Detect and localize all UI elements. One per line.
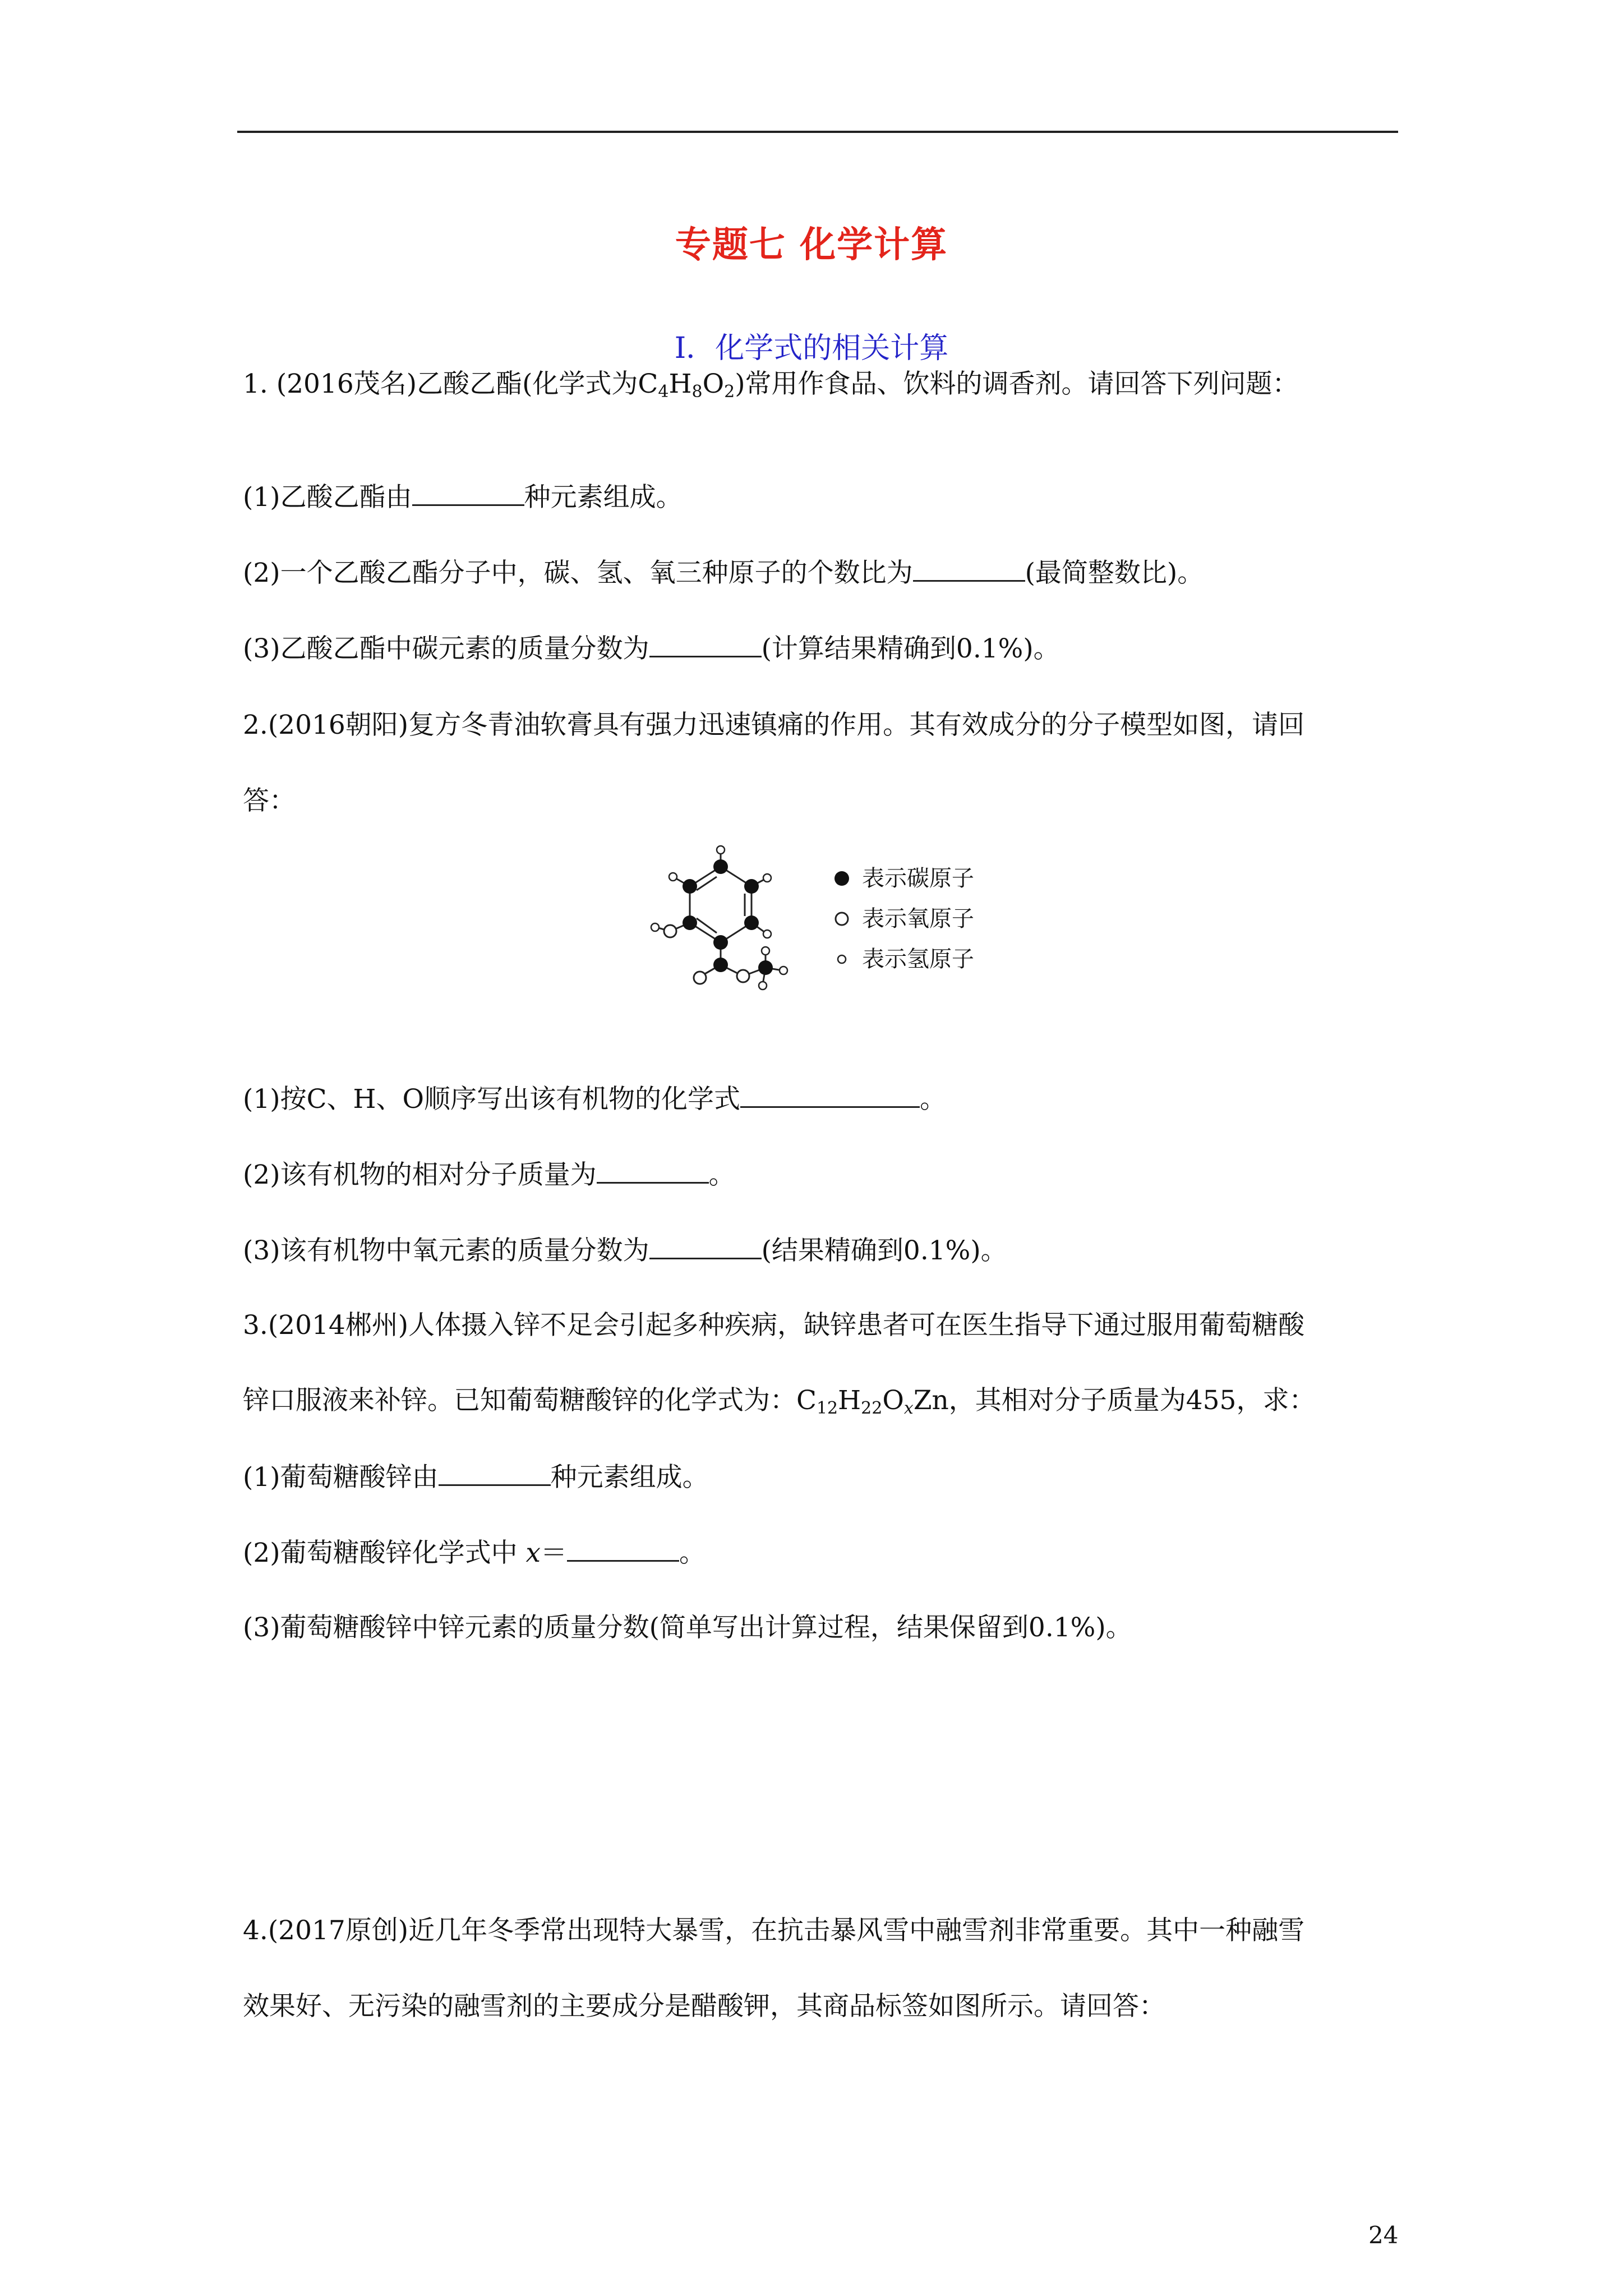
molecule-legend: [833, 858, 974, 979]
q4-stem-line1: 4.(2017原创)近几年冬季常出现特大暴雪，在抗击暴风雪中融雪剂非常重要。其中一种融雪: [243, 1915, 1305, 1946]
q3-part1: (1)葡萄糖酸锌由 种元素组成。: [243, 1460, 709, 1494]
q4-stem-line2: 效果好、无污染的融雪剂的主要成分是醋酸钾，其商品标签如图所示。请回答：: [243, 1991, 1165, 2022]
answer-blank[interactable]: [740, 1082, 920, 1108]
oxygen-atom-icon: [833, 910, 851, 928]
legend-item-oxygen: 表示氧原子: [833, 899, 974, 939]
carbon-atom-icon: [833, 869, 851, 887]
q1-stem: 1. (2016茂名)乙酸乙酯(化学式为$C_4H_8O_2$)常用作食品、饮料的调香剂。请回答下列问题：: [243, 369, 1299, 402]
q1-part2: (2)一个乙酸乙酯分子中，碳、氢、氧三种原子的个数比为 (最简整数比)。: [243, 555, 1204, 590]
answer-blank[interactable]: [649, 631, 762, 657]
header-rule: [237, 131, 1398, 133]
q2-part2: (2)该有机物的相对分子质量为 。: [243, 1157, 735, 1192]
legend-item-hydrogen: 表示氢原子: [833, 939, 974, 979]
q2-part1: (1)按C、H、O顺序写出该有机物的化学式 。: [243, 1082, 946, 1116]
q2-stem-line2: 答：: [243, 785, 296, 816]
page-title: 专题七 化学计算: [675, 224, 948, 266]
molecule-model-figure: [617, 844, 808, 1004]
answer-blank[interactable]: [439, 1460, 551, 1486]
q3-part3: (3)葡萄糖酸锌中锌元素的质量分数(简单写出计算过程，结果保留到0.1%)。: [243, 1612, 1132, 1643]
page-number: 24: [1368, 2221, 1399, 2249]
hydrogen-atom-icon: [833, 950, 851, 968]
answer-blank[interactable]: [597, 1157, 709, 1184]
q1-part3: (3)乙酸乙酯中碳元素的质量分数为 (计算结果精确到0.1%)。: [243, 631, 1060, 666]
q2-stem-line1: 2.(2016朝阳)复方冬青油软膏具有强力迅速镇痛的作用。其有效成分的分子模型如图，请回: [243, 710, 1305, 740]
q3-stem-line1: 3.(2014郴州)人体摄入锌不足会引起多种疾病，缺锌患者可在医生指导下通过服用葡萄糖酸: [243, 1310, 1305, 1341]
answer-blank[interactable]: [913, 555, 1025, 582]
q3-part2: (2)葡萄糖酸锌化学式中 x＝ 。: [243, 1535, 706, 1570]
q1-part1: (1)乙酸乙酯由 种元素组成。: [243, 480, 683, 514]
section-heading: Ⅰ．化学式的相关计算: [674, 332, 949, 365]
q3-stem-line2: 锌口服液来补锌。已知葡萄糖酸锌的化学式为：$C_{12}H_{22}O_xZn$，其相对分子质量为455，求：: [243, 1385, 1316, 1418]
answer-blank[interactable]: [567, 1535, 679, 1562]
answer-blank[interactable]: [412, 480, 524, 506]
answer-blank[interactable]: [649, 1233, 762, 1259]
legend-item-carbon: 表示碳原子: [833, 858, 974, 899]
q2-part3: (3)该有机物中氧元素的质量分数为 (结果精确到0.1%)。: [243, 1233, 1007, 1268]
